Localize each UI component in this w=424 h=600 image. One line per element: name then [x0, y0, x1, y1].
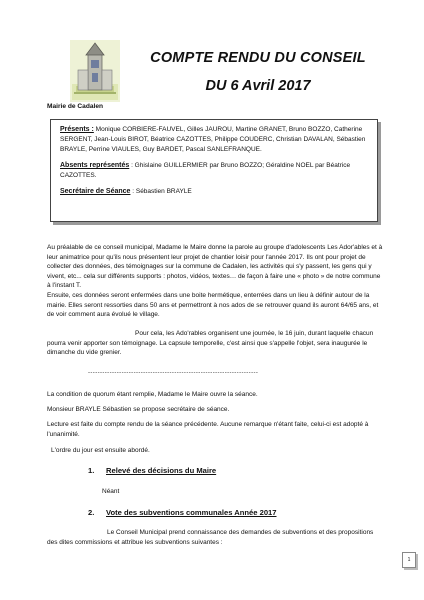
attendance-box — [50, 119, 378, 222]
secretaire-line — [60, 187, 372, 197]
secretaire-label: Secrétaire de Séance — [60, 188, 131, 195]
separator: ----------------------------------------------------------------------- — [88, 370, 259, 376]
quorum-line: La condition de quorum étant remplie, Madame le Maire ouvre la séance. — [47, 391, 258, 398]
paragraph-capsule: Ensuite, ces données seront enfermées dans une boite hermétique, enterrées dans un lieu à définir autour de la mairie. Elles seront ressorties dans 50 ans et permettront à nos ados de se retrouver quand ils auront 64/65 ans, et de voir comment aura évolué le village. — [47, 292, 379, 319]
ordre-line: L'ordre du jour est ensuite abordé. — [51, 447, 150, 454]
paragraph-journee: Pour cela, les Ado'rables organisent une journée, le 16 juin, durant laquelle chacun pourra venir apporter son témoignage. La capsule temporelle, c'est ainsi que s'appelle l'objet, sera inaugurée le dimanche du vide grenier. — [47, 330, 374, 357]
town-logo — [70, 40, 120, 102]
neant-text: Néant — [102, 488, 120, 495]
document-date: DU 6 Avril 2017 — [205, 78, 311, 94]
section-1-number: 1. — [88, 466, 95, 475]
secretaire-text: : Sébastien BRAYLE — [130, 188, 192, 195]
paragraph-subventions: Le Conseil Municipal prend connaissance des demandes de subventions et des propositions des dites commissions et attribue les subventions suivantes : — [47, 529, 374, 546]
lecture-line: Lecture est faite du compte rendu de la séance précédente. Aucune remarque n'étant faite, celui-ci est adopté à l'unanimité. — [47, 421, 369, 438]
presents-line — [60, 125, 372, 155]
section-2-heading — [88, 508, 277, 517]
absents-label: Absents représentés — [60, 162, 130, 169]
mairie-label: Mairie de Cadalen — [47, 103, 104, 110]
presents-label: Présents : — [60, 126, 94, 133]
section-1-heading — [88, 466, 216, 475]
absents-line — [60, 161, 372, 181]
section-2-title: Vote des subventions communales Année 2017 — [106, 508, 277, 517]
absents-text: : Ghislaine GUILLERMIER par Bruno BOZZO; Géraldine NOEL par Béatrice CAZOTTES. — [60, 162, 351, 179]
document-title: COMPTE RENDU DU CONSEIL — [150, 50, 366, 66]
section-1-title: Relevé des décisions du Maire — [106, 466, 217, 475]
page-number: 1 — [402, 552, 416, 568]
presents-text: Monique CORBIERE-FAUVEL, Gilles JAUROU, Martine GRANET, Bruno BOZZO, Catherine SERGENT, Jean-Louis BIROT, Béatrice CAZOTTES, Philippe COUDERC, Christian DAVALAN, Sébastien BRAYLE, Perrine VIAULES, Guy BARDET, Pascal SANLEFRANQUE. — [60, 126, 366, 153]
secretaire-proposal: Monsieur BRAYLE Sébastien se propose secrétaire de séance. — [47, 406, 230, 413]
paragraph-intro: Au préalable de ce conseil municipal, Madame le Maire donne la parole au groupe d'adolescents Les Ador'ables et à leur animatrice pour qu'ils nous présentent leur projet de chantier loisir pour l'année 2017. Ils ont pour projet de collecter des données, des témoignages sur la commune de Cadalen, les activités qui s'y passent, les gens qui y vivent, etc... cela sur différents supports : photos, vidéos, textes… de façon à faire une « photo » de notre commune à l'instant T. — [47, 244, 383, 290]
section-2-number: 2. — [88, 508, 95, 517]
